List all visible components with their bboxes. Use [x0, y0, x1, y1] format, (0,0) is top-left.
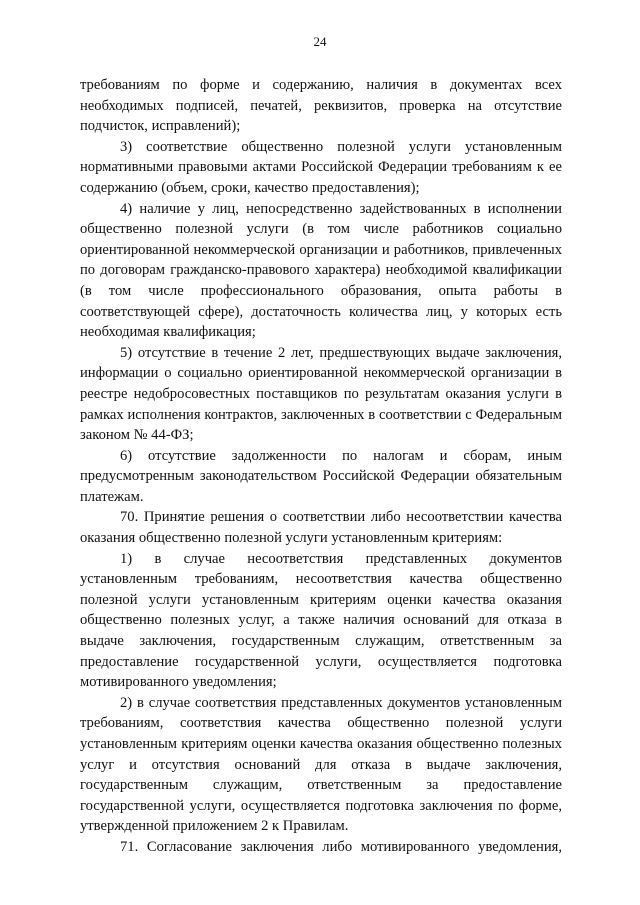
paragraph-item-6: 6) отсутствие задолженности по налогам и сборам, иным предусмотренным законодательством Российской Федерации обязательным платежам. [80, 447, 562, 505]
paragraph-section-70: 70. Принятие решения о соответствии либо несоответствии качества оказания общественно полезной услуги установленным критериям: [80, 509, 562, 547]
paragraph-item-4: 4) наличие у лиц, непосредственно задействованных в исполнении общественно полезной услуги (в том числе работников социально ориентированной некоммерческой организации и работников, привлеченных по договорам гражданско-правового характера) необходимой квалификации (в том числе профессионального образования, опыта работы в соответствующей сфере), достаточность количества лиц, у которых есть необходимая квалификация; [80, 200, 562, 341]
paragraph-item-5: 5) отсутствие в течение 2 лет, предшествующих выдаче заключения, информации о социально ориентированной некоммерческой организации в реестре недобросовестных поставщиков по результатам оказания услуги в рамках исполнения контрактов, заключенных в соответствии с Федеральным законом № 44-ФЗ; [80, 344, 562, 444]
paragraph-continuation: требованиям по форме и содержанию, наличия в документах всех необходимых подписей, печатей, реквизитов, проверка на отсутствие подчисток, исправлений); [80, 77, 562, 135]
document-body [80, 75, 562, 858]
paragraph-item-3: 3) соответствие общественно полезной услуги установленным нормативными правовыми актами Российской Федерации требованиям к ее содержанию (объем, сроки, качество предоставления); [80, 138, 562, 196]
page-number: 24 [313, 34, 327, 49]
paragraph-70-item-1: 1) в случае несоответствия представленных документов установленным требованиям, несоответствия качества общественно полезной услуги установленным критериям оценки качества оказания общественно полезных услуг, а также наличия оснований для отказа в выдаче заключения, государственным служащим, ответственным за предоставление государственной услуги, осуществляется подготовка мотивированного уведомления; [80, 550, 562, 691]
paragraph-section-71: 71. Согласование заключения либо мотивированного уведомления, [120, 838, 562, 855]
paragraph-70-item-2: 2) в случае соответствия представленных документов установленным требованиям, соответствия качества общественно полезной услуги установленным критериям оценки качества оказания общественно полезных услуг и отсутствия оснований для отказа в выдаче заключения, государственным служащим, ответственным за предоставление государственной услуги, осуществляется подготовка заключения по форме, утвержденной приложением 2 к Правилам. [80, 694, 562, 835]
